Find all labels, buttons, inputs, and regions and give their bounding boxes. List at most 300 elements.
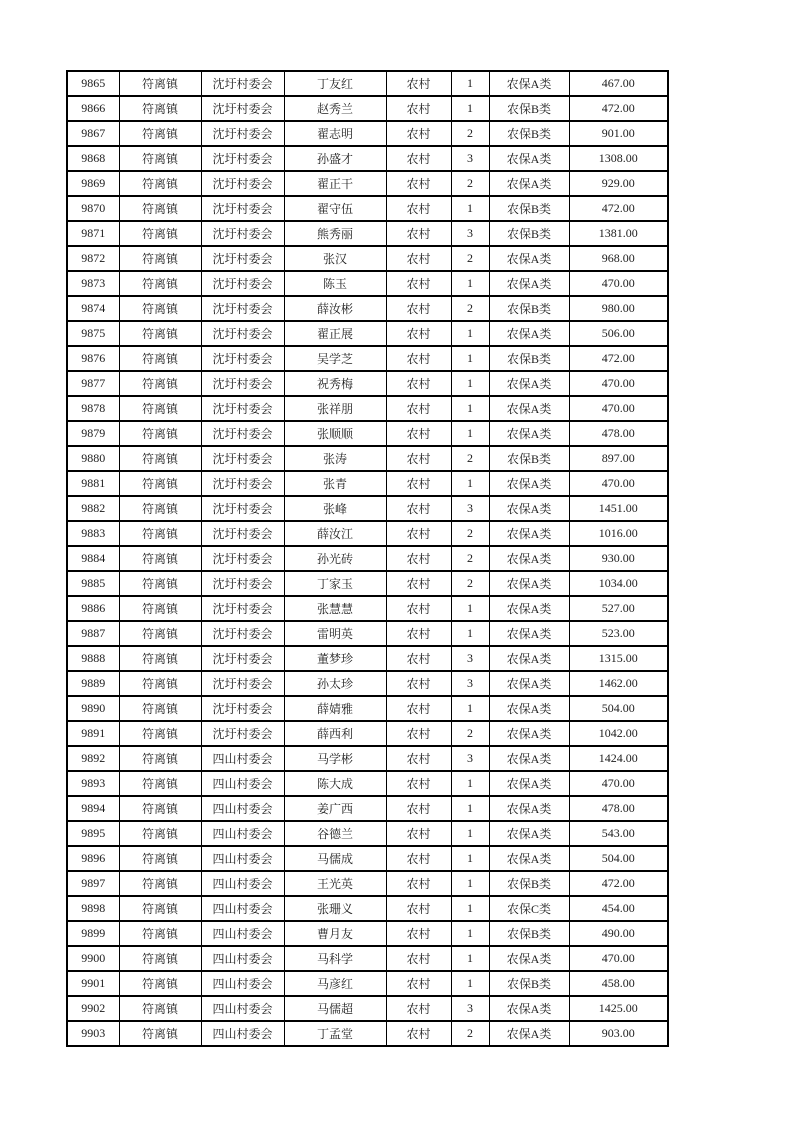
cell-town: 符离镇 — [119, 321, 201, 346]
cell-town: 符离镇 — [119, 471, 201, 496]
table-row — [67, 696, 668, 721]
cell-amount: 523.00 — [569, 621, 668, 646]
cell-person-count: 1 — [451, 621, 489, 646]
cell-household-type: 农村 — [386, 946, 451, 971]
cell-amount: 478.00 — [569, 796, 668, 821]
cell-insurance-category: 农保A类 — [489, 546, 569, 571]
cell-insurance-category: 农保B类 — [489, 871, 569, 896]
cell-amount: 1424.00 — [569, 746, 668, 771]
cell-person-name: 张汉 — [284, 246, 386, 271]
cell-amount: 490.00 — [569, 921, 668, 946]
cell-household-type: 农村 — [386, 171, 451, 196]
cell-insurance-category: 农保A类 — [489, 796, 569, 821]
cell-insurance-category: 农保A类 — [489, 696, 569, 721]
cell-person-name: 赵秀兰 — [284, 96, 386, 121]
cell-town: 符离镇 — [119, 71, 201, 96]
cell-person-count: 1 — [451, 71, 489, 96]
cell-person-name: 张涛 — [284, 446, 386, 471]
cell-record-id: 9867 — [67, 121, 119, 146]
cell-household-type: 农村 — [386, 871, 451, 896]
cell-person-name: 马儒超 — [284, 996, 386, 1021]
table-row — [67, 596, 668, 621]
cell-town: 符离镇 — [119, 796, 201, 821]
cell-person-count: 2 — [451, 296, 489, 321]
cell-household-type: 农村 — [386, 821, 451, 846]
cell-amount: 968.00 — [569, 246, 668, 271]
cell-household-type: 农村 — [386, 446, 451, 471]
cell-record-id: 9872 — [67, 246, 119, 271]
cell-household-type: 农村 — [386, 996, 451, 1021]
cell-person-name: 张顺顺 — [284, 421, 386, 446]
cell-person-count: 2 — [451, 721, 489, 746]
cell-insurance-category: 农保A类 — [489, 821, 569, 846]
cell-person-name: 丁友红 — [284, 71, 386, 96]
table-row — [67, 796, 668, 821]
cell-record-id: 9881 — [67, 471, 119, 496]
cell-town: 符离镇 — [119, 921, 201, 946]
cell-village-committee: 沈圩村委会 — [201, 396, 284, 421]
cell-town: 符离镇 — [119, 496, 201, 521]
cell-record-id: 9890 — [67, 696, 119, 721]
cell-person-name: 孙盛才 — [284, 146, 386, 171]
cell-amount: 472.00 — [569, 346, 668, 371]
cell-amount: 504.00 — [569, 846, 668, 871]
cell-insurance-category: 农保B类 — [489, 971, 569, 996]
cell-person-name: 陈玉 — [284, 271, 386, 296]
cell-town: 符离镇 — [119, 846, 201, 871]
cell-amount: 472.00 — [569, 96, 668, 121]
cell-record-id: 9869 — [67, 171, 119, 196]
table-row — [67, 171, 668, 196]
cell-town: 符离镇 — [119, 946, 201, 971]
cell-record-id: 9899 — [67, 921, 119, 946]
cell-person-name: 丁家玉 — [284, 571, 386, 596]
cell-person-count: 1 — [451, 396, 489, 421]
table-row — [67, 496, 668, 521]
cell-amount: 1042.00 — [569, 721, 668, 746]
cell-amount: 472.00 — [569, 196, 668, 221]
cell-record-id: 9903 — [67, 1021, 119, 1046]
cell-insurance-category: 农保B类 — [489, 921, 569, 946]
cell-person-name: 丁孟堂 — [284, 1021, 386, 1046]
cell-record-id: 9886 — [67, 596, 119, 621]
cell-village-committee: 四山村委会 — [201, 946, 284, 971]
cell-amount: 1425.00 — [569, 996, 668, 1021]
cell-town: 符离镇 — [119, 96, 201, 121]
cell-village-committee: 沈圩村委会 — [201, 196, 284, 221]
cell-record-id: 9874 — [67, 296, 119, 321]
cell-person-count: 2 — [451, 446, 489, 471]
cell-amount: 470.00 — [569, 946, 668, 971]
cell-amount: 1451.00 — [569, 496, 668, 521]
cell-person-name: 张珊义 — [284, 896, 386, 921]
cell-amount: 1016.00 — [569, 521, 668, 546]
cell-insurance-category: 农保B类 — [489, 196, 569, 221]
cell-record-id: 9883 — [67, 521, 119, 546]
cell-insurance-category: 农保C类 — [489, 896, 569, 921]
cell-household-type: 农村 — [386, 196, 451, 221]
cell-household-type: 农村 — [386, 696, 451, 721]
cell-village-committee: 沈圩村委会 — [201, 246, 284, 271]
cell-person-name: 翟正展 — [284, 321, 386, 346]
cell-town: 符离镇 — [119, 621, 201, 646]
cell-person-name: 翟守伍 — [284, 196, 386, 221]
cell-person-count: 3 — [451, 746, 489, 771]
cell-person-count: 1 — [451, 271, 489, 296]
cell-town: 符离镇 — [119, 396, 201, 421]
cell-village-committee: 沈圩村委会 — [201, 346, 284, 371]
cell-household-type: 农村 — [386, 471, 451, 496]
cell-insurance-category: 农保B类 — [489, 446, 569, 471]
cell-town: 符离镇 — [119, 596, 201, 621]
cell-insurance-category: 农保A类 — [489, 571, 569, 596]
cell-village-committee: 沈圩村委会 — [201, 521, 284, 546]
cell-record-id: 9895 — [67, 821, 119, 846]
cell-town: 符离镇 — [119, 171, 201, 196]
cell-town: 符离镇 — [119, 646, 201, 671]
cell-town: 符离镇 — [119, 546, 201, 571]
cell-record-id: 9870 — [67, 196, 119, 221]
cell-household-type: 农村 — [386, 771, 451, 796]
cell-person-name: 马彦红 — [284, 971, 386, 996]
cell-record-id: 9882 — [67, 496, 119, 521]
cell-record-id: 9900 — [67, 946, 119, 971]
cell-person-name: 张青 — [284, 471, 386, 496]
cell-town: 符离镇 — [119, 971, 201, 996]
cell-insurance-category: 农保A类 — [489, 846, 569, 871]
cell-person-count: 1 — [451, 921, 489, 946]
cell-village-committee: 沈圩村委会 — [201, 596, 284, 621]
cell-household-type: 农村 — [386, 796, 451, 821]
cell-person-name: 谷德兰 — [284, 821, 386, 846]
cell-person-name: 曹月友 — [284, 921, 386, 946]
table-row — [67, 446, 668, 471]
cell-village-committee: 沈圩村委会 — [201, 371, 284, 396]
cell-insurance-category: 农保A类 — [489, 746, 569, 771]
cell-person-count: 3 — [451, 646, 489, 671]
cell-village-committee: 沈圩村委会 — [201, 646, 284, 671]
cell-record-id: 9876 — [67, 346, 119, 371]
cell-village-committee: 沈圩村委会 — [201, 421, 284, 446]
cell-household-type: 农村 — [386, 596, 451, 621]
table-body — [67, 71, 668, 1046]
cell-person-count: 2 — [451, 571, 489, 596]
table-row — [67, 246, 668, 271]
table-row — [67, 571, 668, 596]
cell-amount: 472.00 — [569, 871, 668, 896]
cell-town: 符离镇 — [119, 871, 201, 896]
table-row — [67, 471, 668, 496]
cell-village-committee: 沈圩村委会 — [201, 146, 284, 171]
table-row — [67, 621, 668, 646]
cell-record-id: 9878 — [67, 396, 119, 421]
cell-town: 符离镇 — [119, 696, 201, 721]
cell-insurance-category: 农保A类 — [489, 671, 569, 696]
cell-household-type: 农村 — [386, 71, 451, 96]
cell-village-committee: 沈圩村委会 — [201, 96, 284, 121]
cell-household-type: 农村 — [386, 146, 451, 171]
cell-amount: 901.00 — [569, 121, 668, 146]
cell-town: 符离镇 — [119, 221, 201, 246]
table-row — [67, 771, 668, 796]
cell-person-count: 1 — [451, 946, 489, 971]
cell-person-name: 张峰 — [284, 496, 386, 521]
table-row — [67, 646, 668, 671]
table-row — [67, 721, 668, 746]
cell-person-name: 薛汝江 — [284, 521, 386, 546]
cell-insurance-category: 农保A类 — [489, 521, 569, 546]
cell-record-id: 9877 — [67, 371, 119, 396]
cell-town: 符离镇 — [119, 446, 201, 471]
cell-town: 符离镇 — [119, 421, 201, 446]
cell-amount: 470.00 — [569, 471, 668, 496]
cell-record-id: 9884 — [67, 546, 119, 571]
cell-town: 符离镇 — [119, 271, 201, 296]
cell-village-committee: 四山村委会 — [201, 746, 284, 771]
cell-record-id: 9898 — [67, 896, 119, 921]
cell-person-name: 薛西利 — [284, 721, 386, 746]
cell-household-type: 农村 — [386, 721, 451, 746]
cell-insurance-category: 农保A类 — [489, 771, 569, 796]
cell-town: 符离镇 — [119, 146, 201, 171]
cell-village-committee: 四山村委会 — [201, 971, 284, 996]
cell-household-type: 农村 — [386, 971, 451, 996]
cell-record-id: 9880 — [67, 446, 119, 471]
cell-amount: 903.00 — [569, 1021, 668, 1046]
cell-town: 符离镇 — [119, 521, 201, 546]
cell-insurance-category: 农保A类 — [489, 646, 569, 671]
cell-village-committee: 四山村委会 — [201, 921, 284, 946]
cell-household-type: 农村 — [386, 1021, 451, 1046]
cell-person-count: 3 — [451, 671, 489, 696]
cell-person-count: 2 — [451, 1021, 489, 1046]
cell-record-id: 9868 — [67, 146, 119, 171]
cell-person-name: 王光英 — [284, 871, 386, 896]
cell-person-count: 2 — [451, 171, 489, 196]
cell-person-name: 孙光砖 — [284, 546, 386, 571]
cell-record-id: 9865 — [67, 71, 119, 96]
cell-household-type: 农村 — [386, 346, 451, 371]
cell-village-committee: 四山村委会 — [201, 821, 284, 846]
cell-insurance-category: 农保A类 — [489, 146, 569, 171]
cell-person-name: 姜广西 — [284, 796, 386, 821]
cell-household-type: 农村 — [386, 371, 451, 396]
cell-household-type: 农村 — [386, 246, 451, 271]
cell-person-count: 1 — [451, 821, 489, 846]
cell-person-count: 2 — [451, 521, 489, 546]
table-row — [67, 321, 668, 346]
cell-town: 符离镇 — [119, 296, 201, 321]
cell-person-count: 2 — [451, 546, 489, 571]
cell-person-name: 马儒成 — [284, 846, 386, 871]
cell-household-type: 农村 — [386, 496, 451, 521]
cell-amount: 1381.00 — [569, 221, 668, 246]
cell-person-name: 薛婧雅 — [284, 696, 386, 721]
cell-village-committee: 沈圩村委会 — [201, 496, 284, 521]
cell-person-name: 翟正干 — [284, 171, 386, 196]
cell-insurance-category: 农保B类 — [489, 346, 569, 371]
cell-person-name: 马学彬 — [284, 746, 386, 771]
cell-village-committee: 沈圩村委会 — [201, 721, 284, 746]
cell-village-committee: 沈圩村委会 — [201, 71, 284, 96]
cell-amount: 470.00 — [569, 396, 668, 421]
cell-village-committee: 沈圩村委会 — [201, 546, 284, 571]
cell-record-id: 9901 — [67, 971, 119, 996]
cell-insurance-category: 农保B类 — [489, 96, 569, 121]
cell-person-count: 1 — [451, 971, 489, 996]
cell-town: 符离镇 — [119, 246, 201, 271]
cell-amount: 1308.00 — [569, 146, 668, 171]
cell-person-count: 2 — [451, 246, 489, 271]
cell-person-count: 1 — [451, 771, 489, 796]
cell-household-type: 农村 — [386, 421, 451, 446]
cell-amount: 454.00 — [569, 896, 668, 921]
table-row — [67, 946, 668, 971]
cell-household-type: 农村 — [386, 921, 451, 946]
cell-person-count: 3 — [451, 221, 489, 246]
cell-insurance-category: 农保A类 — [489, 421, 569, 446]
cell-record-id: 9873 — [67, 271, 119, 296]
payment-table — [66, 70, 669, 1047]
cell-household-type: 农村 — [386, 546, 451, 571]
cell-person-name: 马科学 — [284, 946, 386, 971]
cell-record-id: 9888 — [67, 646, 119, 671]
cell-village-committee: 沈圩村委会 — [201, 621, 284, 646]
cell-person-count: 1 — [451, 96, 489, 121]
table-row — [67, 196, 668, 221]
cell-insurance-category: 农保A类 — [489, 721, 569, 746]
cell-insurance-category: 农保A类 — [489, 171, 569, 196]
cell-household-type: 农村 — [386, 121, 451, 146]
cell-record-id: 9871 — [67, 221, 119, 246]
cell-village-committee: 四山村委会 — [201, 996, 284, 1021]
cell-record-id: 9879 — [67, 421, 119, 446]
cell-person-count: 1 — [451, 371, 489, 396]
cell-village-committee: 沈圩村委会 — [201, 671, 284, 696]
cell-insurance-category: 农保A类 — [489, 596, 569, 621]
cell-person-name: 祝秀梅 — [284, 371, 386, 396]
cell-person-name: 张慧慧 — [284, 596, 386, 621]
cell-village-committee: 沈圩村委会 — [201, 221, 284, 246]
cell-amount: 478.00 — [569, 421, 668, 446]
cell-town: 符离镇 — [119, 121, 201, 146]
cell-town: 符离镇 — [119, 346, 201, 371]
cell-record-id: 9887 — [67, 621, 119, 646]
cell-village-committee: 四山村委会 — [201, 871, 284, 896]
cell-person-name: 雷明英 — [284, 621, 386, 646]
cell-person-count: 1 — [451, 896, 489, 921]
cell-town: 符离镇 — [119, 1021, 201, 1046]
cell-household-type: 农村 — [386, 96, 451, 121]
cell-person-count: 1 — [451, 596, 489, 621]
cell-village-committee: 沈圩村委会 — [201, 696, 284, 721]
cell-person-name: 孙太珍 — [284, 671, 386, 696]
cell-amount: 543.00 — [569, 821, 668, 846]
cell-household-type: 农村 — [386, 221, 451, 246]
cell-amount: 470.00 — [569, 371, 668, 396]
table-row — [67, 121, 668, 146]
cell-record-id: 9902 — [67, 996, 119, 1021]
cell-household-type: 农村 — [386, 896, 451, 921]
table-row — [67, 146, 668, 171]
cell-village-committee: 沈圩村委会 — [201, 571, 284, 596]
cell-village-committee: 沈圩村委会 — [201, 321, 284, 346]
cell-household-type: 农村 — [386, 521, 451, 546]
cell-person-count: 3 — [451, 146, 489, 171]
cell-household-type: 农村 — [386, 621, 451, 646]
cell-household-type: 农村 — [386, 296, 451, 321]
cell-person-count: 1 — [451, 696, 489, 721]
cell-amount: 470.00 — [569, 271, 668, 296]
cell-insurance-category: 农保A类 — [489, 321, 569, 346]
cell-town: 符离镇 — [119, 896, 201, 921]
cell-village-committee: 沈圩村委会 — [201, 296, 284, 321]
table-row — [67, 221, 668, 246]
cell-amount: 929.00 — [569, 171, 668, 196]
cell-insurance-category: 农保A类 — [489, 496, 569, 521]
cell-record-id: 9893 — [67, 771, 119, 796]
cell-town: 符离镇 — [119, 671, 201, 696]
cell-record-id: 9875 — [67, 321, 119, 346]
table-row — [67, 671, 668, 696]
cell-person-count: 1 — [451, 346, 489, 371]
cell-household-type: 农村 — [386, 671, 451, 696]
cell-household-type: 农村 — [386, 571, 451, 596]
cell-village-committee: 四山村委会 — [201, 796, 284, 821]
cell-town: 符离镇 — [119, 746, 201, 771]
cell-amount: 1034.00 — [569, 571, 668, 596]
cell-amount: 930.00 — [569, 546, 668, 571]
table-row — [67, 71, 668, 96]
cell-person-count: 1 — [451, 421, 489, 446]
cell-town: 符离镇 — [119, 371, 201, 396]
table-row — [67, 971, 668, 996]
cell-village-committee: 沈圩村委会 — [201, 471, 284, 496]
cell-person-name: 董梦珍 — [284, 646, 386, 671]
cell-insurance-category: 农保B类 — [489, 221, 569, 246]
cell-insurance-category: 农保A类 — [489, 271, 569, 296]
cell-amount: 506.00 — [569, 321, 668, 346]
cell-person-name: 吴学芝 — [284, 346, 386, 371]
cell-household-type: 农村 — [386, 321, 451, 346]
table-row — [67, 296, 668, 321]
cell-person-count: 2 — [451, 121, 489, 146]
table-row — [67, 371, 668, 396]
table-row — [67, 96, 668, 121]
cell-amount: 467.00 — [569, 71, 668, 96]
table-row — [67, 271, 668, 296]
cell-amount: 470.00 — [569, 771, 668, 796]
table-row — [67, 871, 668, 896]
table-row — [67, 1021, 668, 1046]
table-row — [67, 396, 668, 421]
cell-household-type: 农村 — [386, 271, 451, 296]
cell-person-count: 1 — [451, 196, 489, 221]
cell-amount: 504.00 — [569, 696, 668, 721]
cell-village-committee: 四山村委会 — [201, 1021, 284, 1046]
cell-town: 符离镇 — [119, 996, 201, 1021]
cell-insurance-category: 农保A类 — [489, 621, 569, 646]
table-row — [67, 346, 668, 371]
table-row — [67, 746, 668, 771]
cell-household-type: 农村 — [386, 846, 451, 871]
cell-person-name: 张祥朋 — [284, 396, 386, 421]
cell-village-committee: 沈圩村委会 — [201, 446, 284, 471]
cell-town: 符离镇 — [119, 821, 201, 846]
cell-insurance-category: 农保A类 — [489, 396, 569, 421]
cell-town: 符离镇 — [119, 721, 201, 746]
cell-amount: 1462.00 — [569, 671, 668, 696]
